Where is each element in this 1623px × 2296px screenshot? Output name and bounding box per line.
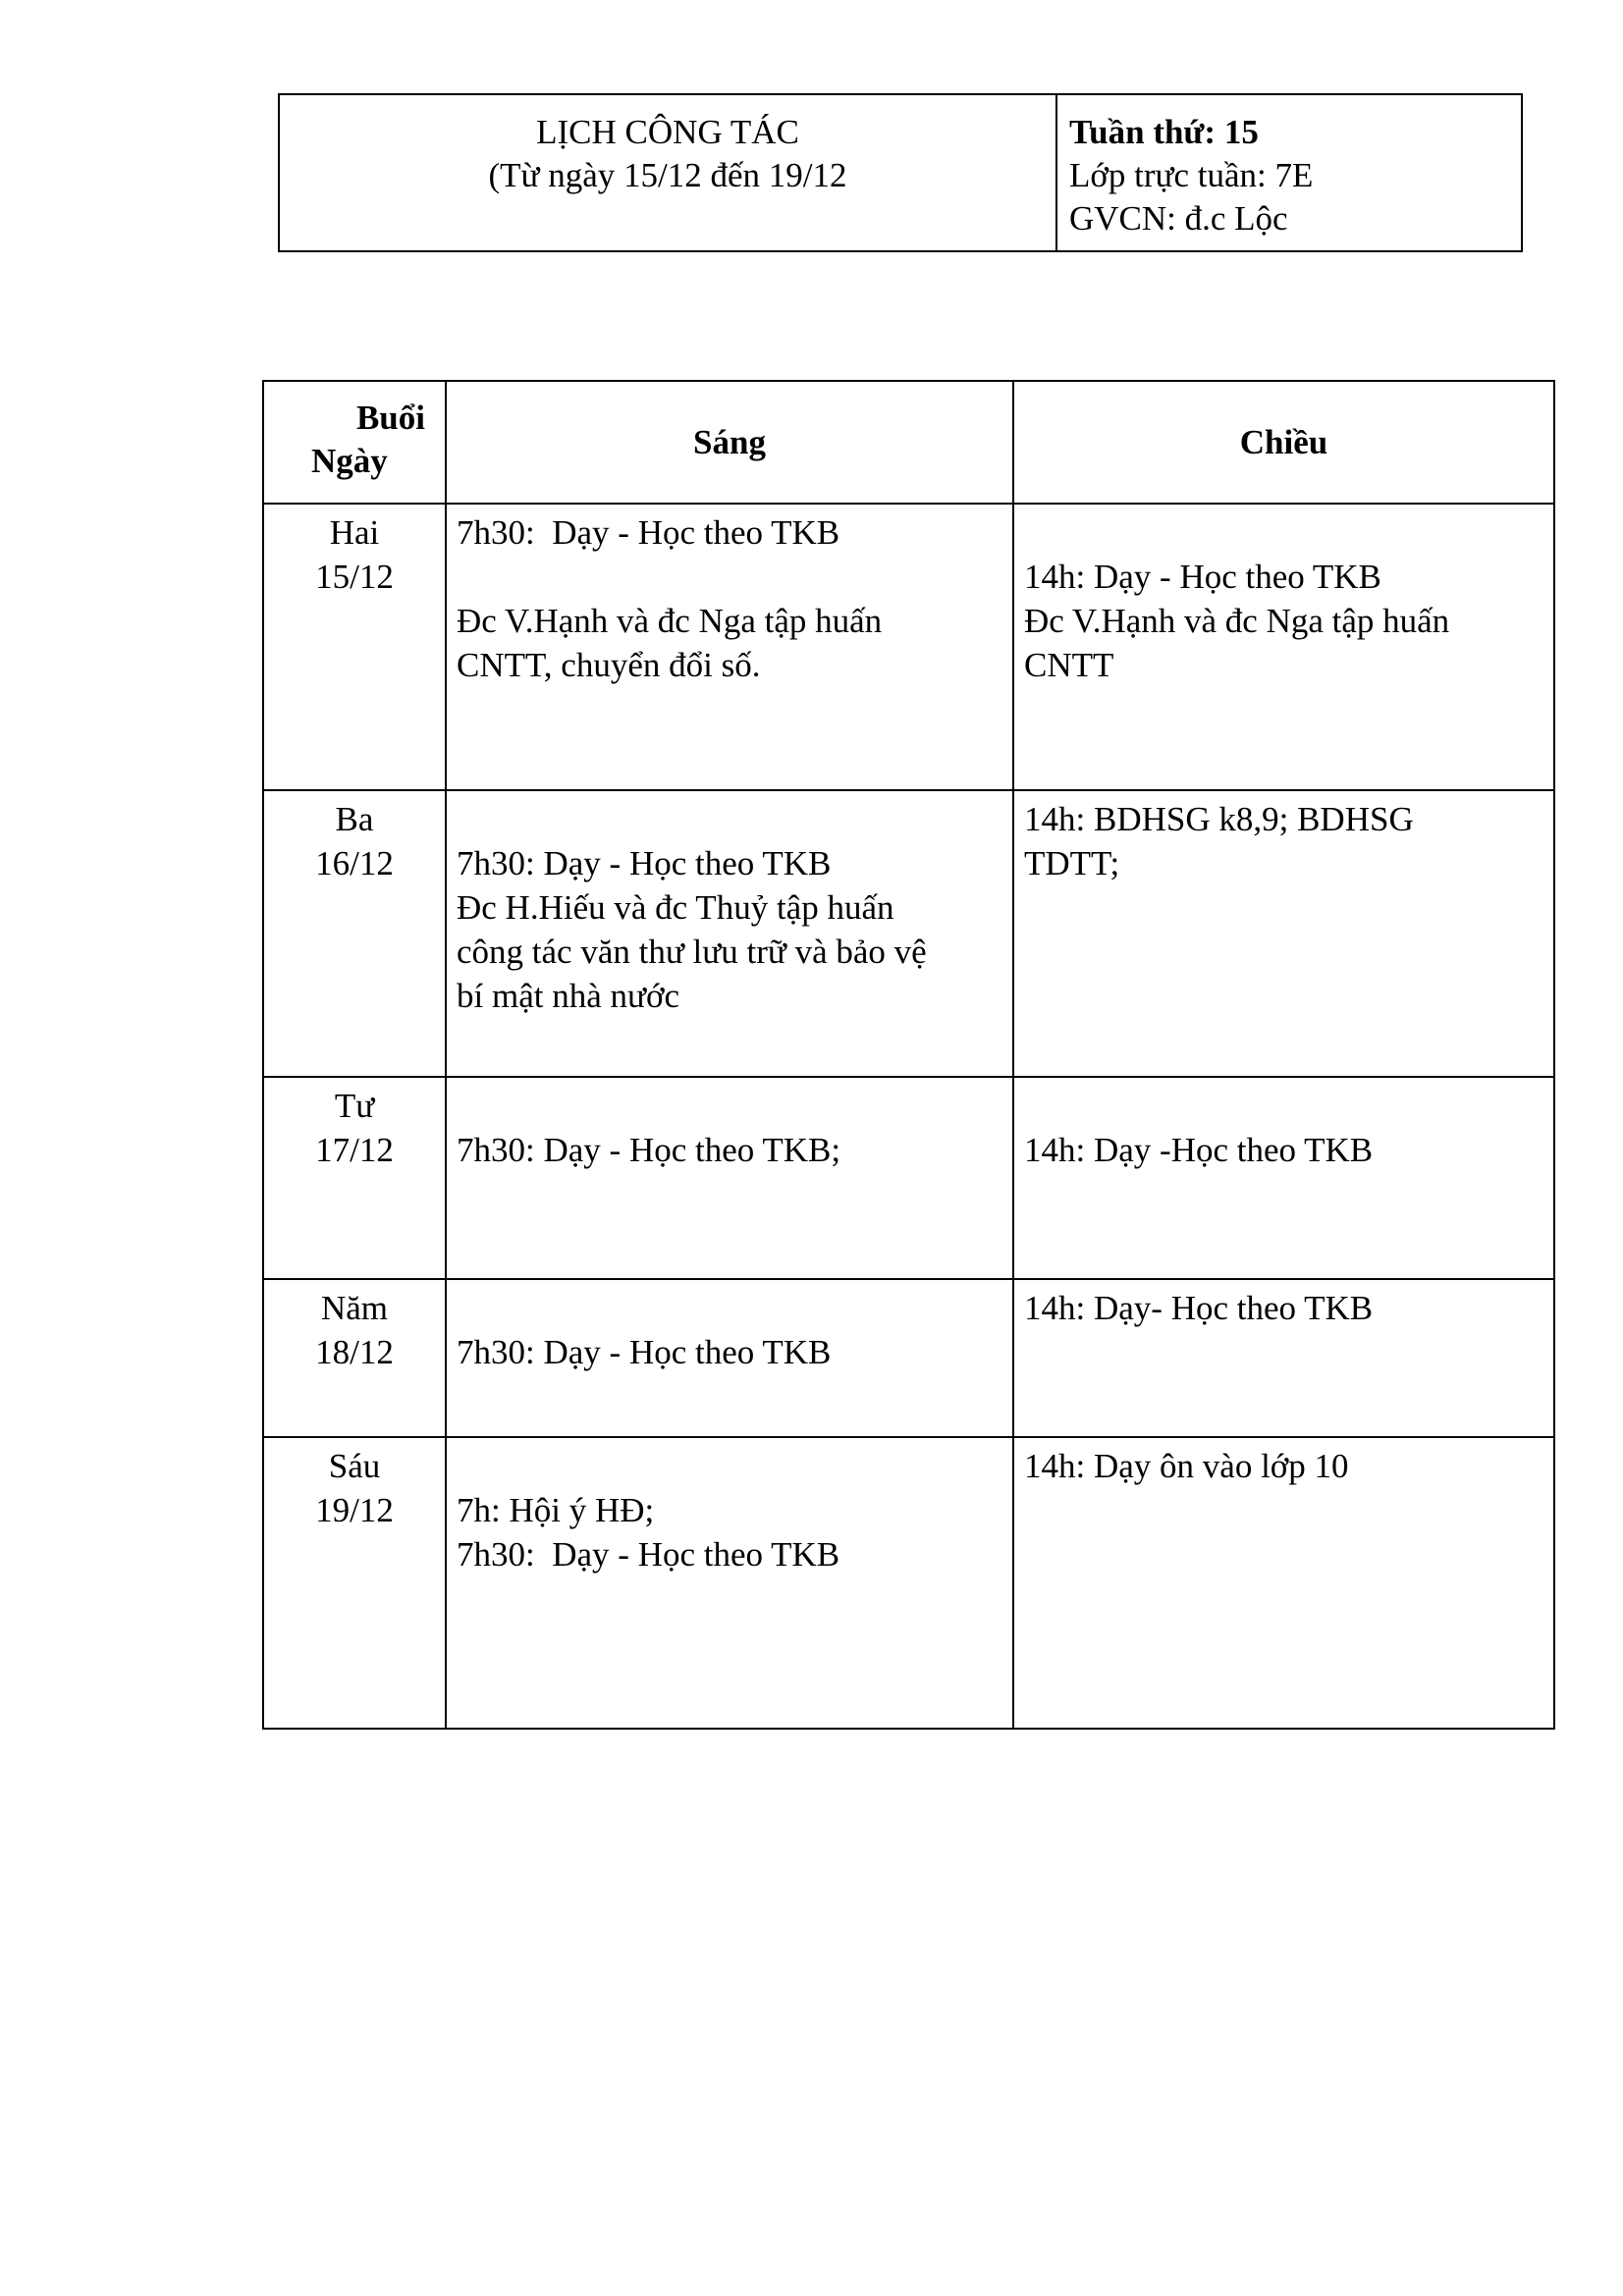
blank-line bbox=[457, 1286, 1002, 1330]
afternoon-line: Đc V.Hạnh và đc Nga tập huấn bbox=[1024, 602, 1450, 640]
blank-line bbox=[457, 1084, 1002, 1128]
duty-class: Lớp trực tuần: 7E bbox=[1069, 156, 1314, 194]
table-row bbox=[263, 1437, 1554, 1729]
morning-cell bbox=[446, 1437, 1013, 1729]
afternoon-cell bbox=[1013, 1437, 1554, 1729]
table-row bbox=[263, 1077, 1554, 1279]
table-row bbox=[263, 1279, 1554, 1437]
corner-header bbox=[263, 381, 446, 504]
day-label: Ngày bbox=[311, 442, 388, 480]
afternoon-header: Chiều bbox=[1013, 381, 1554, 504]
morning-line: 7h: Hội ý HĐ; bbox=[457, 1491, 655, 1529]
header-title-block bbox=[280, 95, 1057, 250]
day-cell bbox=[263, 790, 446, 1077]
afternoon-line: CNTT bbox=[1024, 646, 1114, 684]
day-name: Tư bbox=[334, 1087, 375, 1125]
morning-line: Đc H.Hiếu và đc Thuỷ tập huấn bbox=[457, 888, 894, 927]
afternoon-line: 14h: Dạy -Học theo TKB bbox=[1024, 1131, 1374, 1169]
morning-cell bbox=[446, 1279, 1013, 1437]
morning-cell bbox=[446, 790, 1013, 1077]
afternoon-cell bbox=[1013, 1279, 1554, 1437]
table-header-row bbox=[263, 381, 1554, 504]
morning-line: bí mật nhà nước bbox=[457, 977, 680, 1015]
schedule-table bbox=[262, 380, 1555, 1730]
header-box bbox=[278, 93, 1523, 252]
session-label: Buổi bbox=[355, 399, 425, 437]
day-cell bbox=[263, 1437, 446, 1729]
afternoon-line: 14h: Dạy- Học theo TKB bbox=[1024, 1289, 1374, 1327]
afternoon-line: 14h: Dạy - Học theo TKB bbox=[1024, 558, 1381, 596]
blank-line bbox=[457, 1444, 1002, 1488]
morning-line: CNTT, chuyển đổi số. bbox=[457, 646, 761, 684]
afternoon-line: TDTT; bbox=[1024, 844, 1120, 882]
morning-line: 7h30: Dạy - Học theo TKB; bbox=[457, 1131, 841, 1169]
week-number: Tuần thứ: 15 bbox=[1069, 113, 1259, 151]
table-row bbox=[263, 504, 1554, 790]
morning-cell bbox=[446, 504, 1013, 790]
day-name: Năm bbox=[320, 1289, 389, 1327]
morning-line: Đc V.Hạnh và đc Nga tập huấn bbox=[457, 602, 883, 640]
morning-line: 7h30: Dạy - Học theo TKB bbox=[457, 844, 832, 882]
blank-line bbox=[457, 555, 1002, 599]
date-range: (Từ ngày 15/12 đến 19/12 bbox=[488, 156, 847, 194]
day-date: 17/12 bbox=[315, 1131, 394, 1169]
page-title: LỊCH CÔNG TÁC bbox=[536, 113, 799, 151]
day-cell bbox=[263, 1279, 446, 1437]
day-date: 19/12 bbox=[315, 1491, 394, 1529]
blank-line bbox=[1024, 1084, 1543, 1128]
day-name: Ba bbox=[335, 800, 374, 838]
afternoon-line: 14h: Dạy ôn vào lớp 10 bbox=[1024, 1447, 1349, 1485]
day-name: Sáu bbox=[328, 1447, 381, 1485]
day-date: 15/12 bbox=[315, 558, 394, 596]
morning-header: Sáng bbox=[446, 381, 1013, 504]
afternoon-cell bbox=[1013, 504, 1554, 790]
morning-line: 7h30: Dạy - Học theo TKB bbox=[457, 513, 840, 552]
day-date: 16/12 bbox=[315, 844, 394, 882]
morning-line: 7h30: Dạy - Học theo TKB bbox=[457, 1535, 840, 1574]
homeroom-teacher: GVCN: đ.c Lộc bbox=[1069, 199, 1288, 238]
blank-line bbox=[457, 797, 1002, 841]
day-name: Hai bbox=[329, 513, 380, 552]
header-info-block bbox=[1057, 95, 1521, 250]
morning-line: công tác văn thư lưu trữ và bảo vệ bbox=[457, 933, 927, 971]
morning-cell bbox=[446, 1077, 1013, 1279]
afternoon-cell bbox=[1013, 1077, 1554, 1279]
afternoon-cell bbox=[1013, 790, 1554, 1077]
day-cell bbox=[263, 1077, 446, 1279]
afternoon-line: 14h: BDHSG k8,9; BDHSG bbox=[1024, 800, 1414, 838]
table-row bbox=[263, 790, 1554, 1077]
morning-line: 7h30: Dạy - Học theo TKB bbox=[457, 1333, 832, 1371]
day-cell bbox=[263, 504, 446, 790]
day-date: 18/12 bbox=[315, 1333, 394, 1371]
blank-line bbox=[1024, 510, 1543, 555]
